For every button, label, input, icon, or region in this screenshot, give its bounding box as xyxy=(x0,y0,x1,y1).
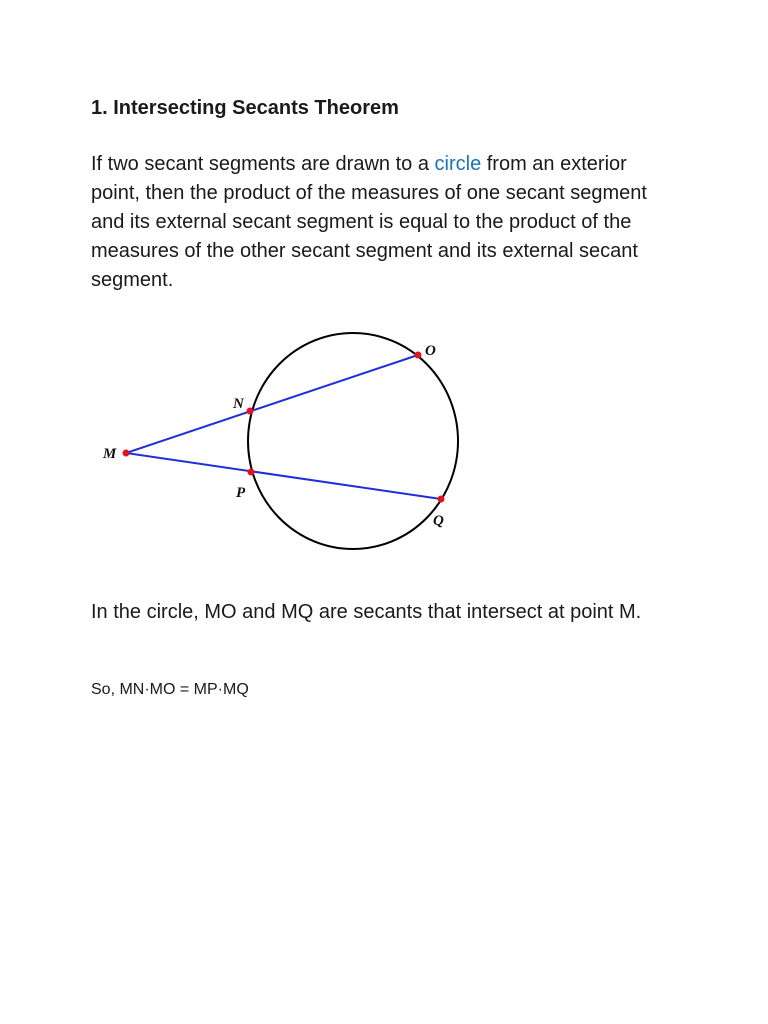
point-p xyxy=(248,469,255,476)
formula-text: So, MN·MO = MP·MQ xyxy=(91,681,249,698)
label-m: M xyxy=(103,446,117,462)
label-p: P xyxy=(236,485,246,501)
theorem-text-end: from an exterior point, then the product of the measures of one secant segment and its external secant segment is equal to the product of the measures of the other secant segment and its external secant segment. xyxy=(91,153,647,291)
point-q xyxy=(438,496,445,503)
secants-diagram xyxy=(90,325,490,565)
circle-link[interactable]: circle xyxy=(434,153,482,175)
theorem-text-start: If two secant segments are drawn to a xyxy=(91,153,435,175)
theorem-paragraph xyxy=(91,150,681,295)
circle-outline xyxy=(248,333,458,549)
explanation-paragraph: In the circle, MO and MQ are secants that intersect at point M. xyxy=(91,601,642,623)
secant-mo xyxy=(126,355,418,453)
label-n: N xyxy=(233,396,244,412)
section-heading: 1. Intersecting Secants Theorem xyxy=(91,97,399,119)
secants-diagram-svg xyxy=(90,325,490,565)
point-n xyxy=(247,408,254,415)
secant-mq xyxy=(126,453,441,499)
label-o: O xyxy=(425,343,436,359)
point-o xyxy=(415,352,422,359)
label-q: Q xyxy=(433,513,444,529)
point-m xyxy=(123,450,130,457)
